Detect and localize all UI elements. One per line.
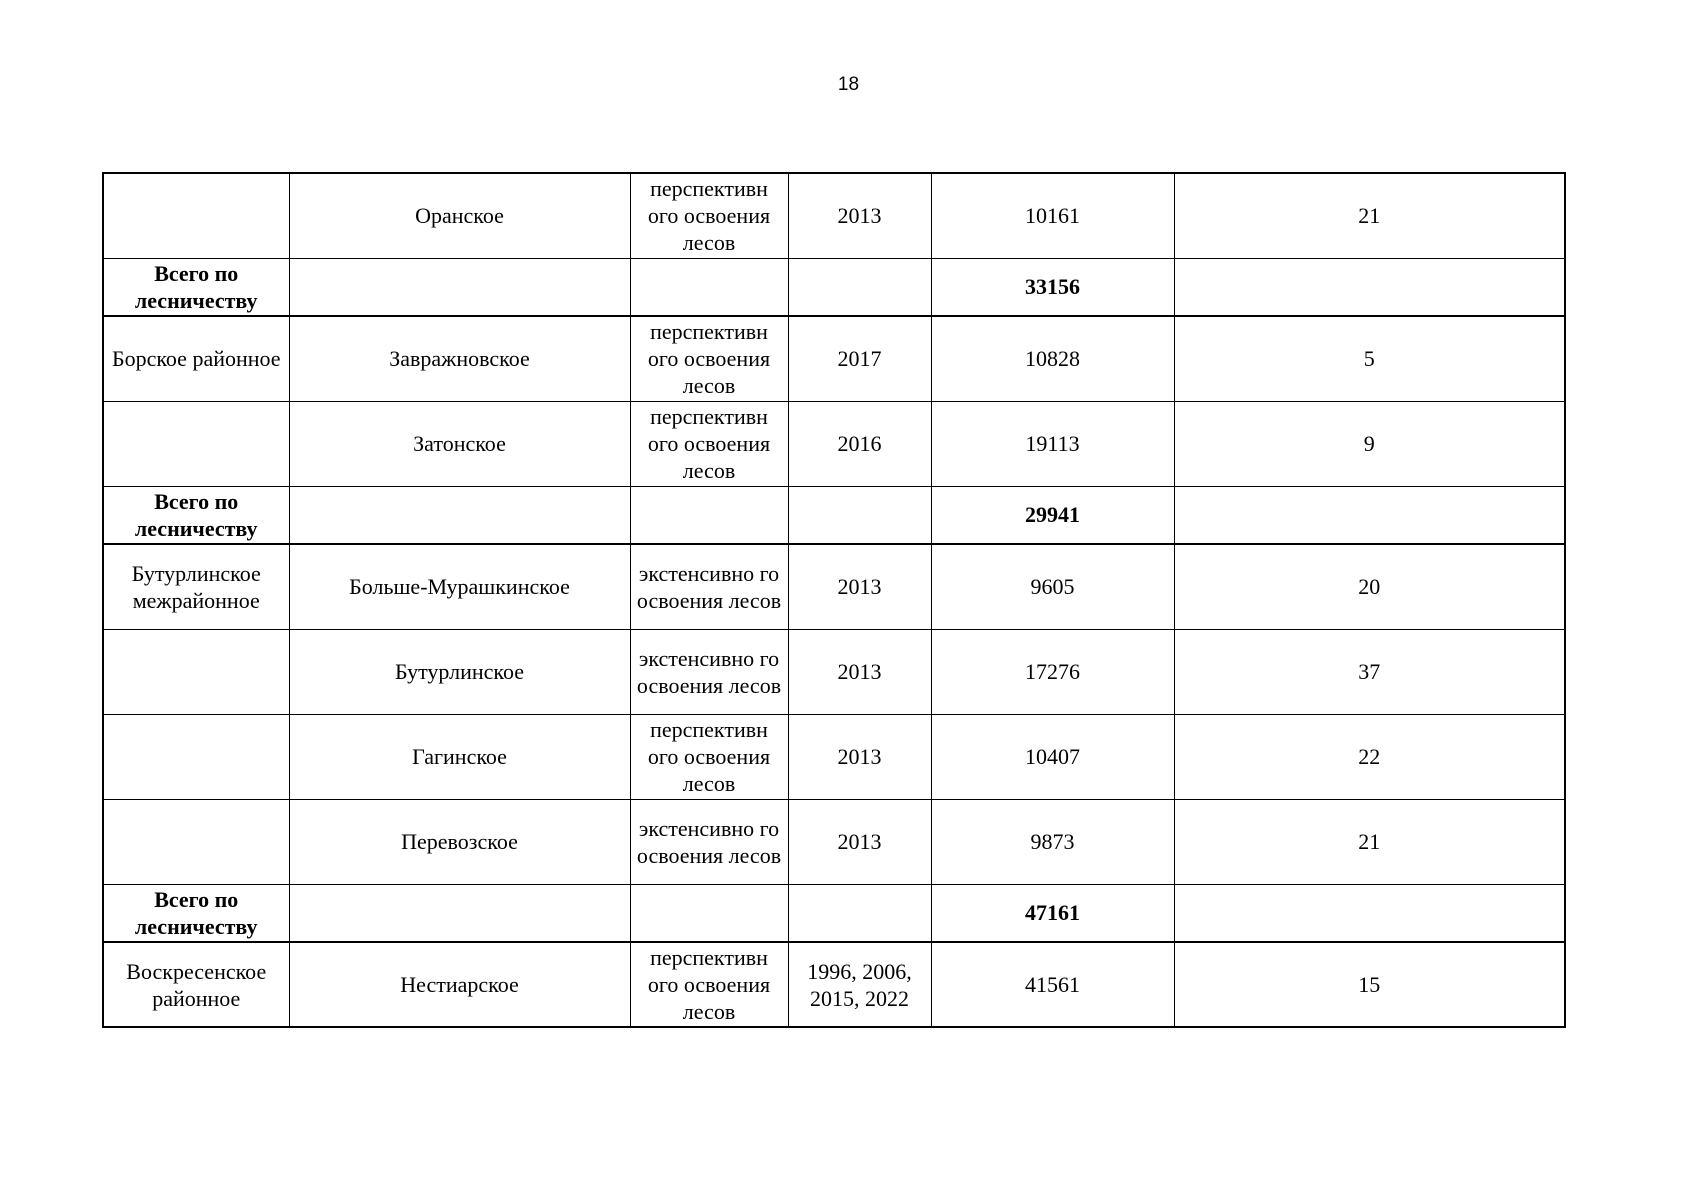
- total-row: [103, 884, 1565, 942]
- area-cell: 10161: [931, 173, 1174, 258]
- area-cell: 10828: [931, 316, 1174, 401]
- district-cell: [289, 884, 630, 942]
- table-row: [103, 544, 1565, 629]
- year-cell: 2013: [788, 799, 931, 884]
- zone-cell: перспективн ого освоения лесов: [630, 173, 788, 258]
- area-cell: 10407: [931, 714, 1174, 799]
- district-cell: Завражновское: [289, 316, 630, 401]
- area-total-cell: 29941: [931, 486, 1174, 544]
- total-row: [103, 486, 1565, 544]
- year-cell: 2013: [788, 544, 931, 629]
- table-row: [103, 942, 1565, 1027]
- count-cell: 21: [1174, 799, 1565, 884]
- count-cell: 9: [1174, 401, 1565, 486]
- table-row: [103, 316, 1565, 401]
- forestry-table: [102, 172, 1566, 1028]
- year-cell: 2016: [788, 401, 931, 486]
- count-cell: [1174, 486, 1565, 544]
- forestry-cell: [103, 799, 289, 884]
- year-cell: 2013: [788, 629, 931, 714]
- district-cell: Больше-Мурашкинское: [289, 544, 630, 629]
- zone-cell: перспективн ого освоения лесов: [630, 401, 788, 486]
- year-cell: 2013: [788, 173, 931, 258]
- district-cell: Бутурлинское: [289, 629, 630, 714]
- year-cell: [788, 258, 931, 316]
- table-row: [103, 799, 1565, 884]
- table-row: [103, 629, 1565, 714]
- district-cell: Гагинское: [289, 714, 630, 799]
- forestry-cell: Всего по лесничеству: [103, 258, 289, 316]
- district-cell: Перевозское: [289, 799, 630, 884]
- zone-cell: перспективн ого освоения лесов: [630, 714, 788, 799]
- year-cell: 2017: [788, 316, 931, 401]
- zone-cell: экстенсивно го освоения лесов: [630, 799, 788, 884]
- forestry-cell: Воскресенское районное: [103, 942, 289, 1027]
- district-cell: [289, 258, 630, 316]
- area-cell: 9605: [931, 544, 1174, 629]
- area-total-cell: 33156: [931, 258, 1174, 316]
- count-cell: 37: [1174, 629, 1565, 714]
- year-cell: [788, 884, 931, 942]
- table-row: [103, 401, 1565, 486]
- area-cell: 17276: [931, 629, 1174, 714]
- zone-cell: экстенсивно го освоения лесов: [630, 544, 788, 629]
- area-total-cell: 47161: [931, 884, 1174, 942]
- zone-cell: перспективн ого освоения лесов: [630, 316, 788, 401]
- forestry-cell: [103, 401, 289, 486]
- forestry-cell: Бутурлинское межрайонное: [103, 544, 289, 629]
- zone-cell: [630, 486, 788, 544]
- area-cell: 9873: [931, 799, 1174, 884]
- page-number: 18: [837, 74, 860, 95]
- year-cell: 2013: [788, 714, 931, 799]
- table-row: [103, 714, 1565, 799]
- area-cell: 19113: [931, 401, 1174, 486]
- forestry-cell: Всего по лесничеству: [103, 486, 289, 544]
- forestry-cell: Борское районное: [103, 316, 289, 401]
- count-cell: [1174, 884, 1565, 942]
- forestry-cell: [103, 629, 289, 714]
- count-cell: [1174, 258, 1565, 316]
- zone-cell: перспективн ого освоения лесов: [630, 942, 788, 1027]
- district-cell: Оранское: [289, 173, 630, 258]
- forestry-table-body: [103, 173, 1565, 1027]
- count-cell: 21: [1174, 173, 1565, 258]
- district-cell: [289, 486, 630, 544]
- year-cell: [788, 486, 931, 544]
- forestry-cell: [103, 714, 289, 799]
- district-cell: Нестиарское: [289, 942, 630, 1027]
- district-cell: Затонское: [289, 401, 630, 486]
- count-cell: 15: [1174, 942, 1565, 1027]
- year-cell: 1996, 2006, 2015, 2022: [788, 942, 931, 1027]
- total-row: [103, 258, 1565, 316]
- count-cell: 20: [1174, 544, 1565, 629]
- count-cell: 5: [1174, 316, 1565, 401]
- zone-cell: [630, 258, 788, 316]
- zone-cell: экстенсивно го освоения лесов: [630, 629, 788, 714]
- forestry-cell: [103, 173, 289, 258]
- forestry-cell: Всего по лесничеству: [103, 884, 289, 942]
- table-row: [103, 173, 1565, 258]
- zone-cell: [630, 884, 788, 942]
- count-cell: 22: [1174, 714, 1565, 799]
- area-cell: 41561: [931, 942, 1174, 1027]
